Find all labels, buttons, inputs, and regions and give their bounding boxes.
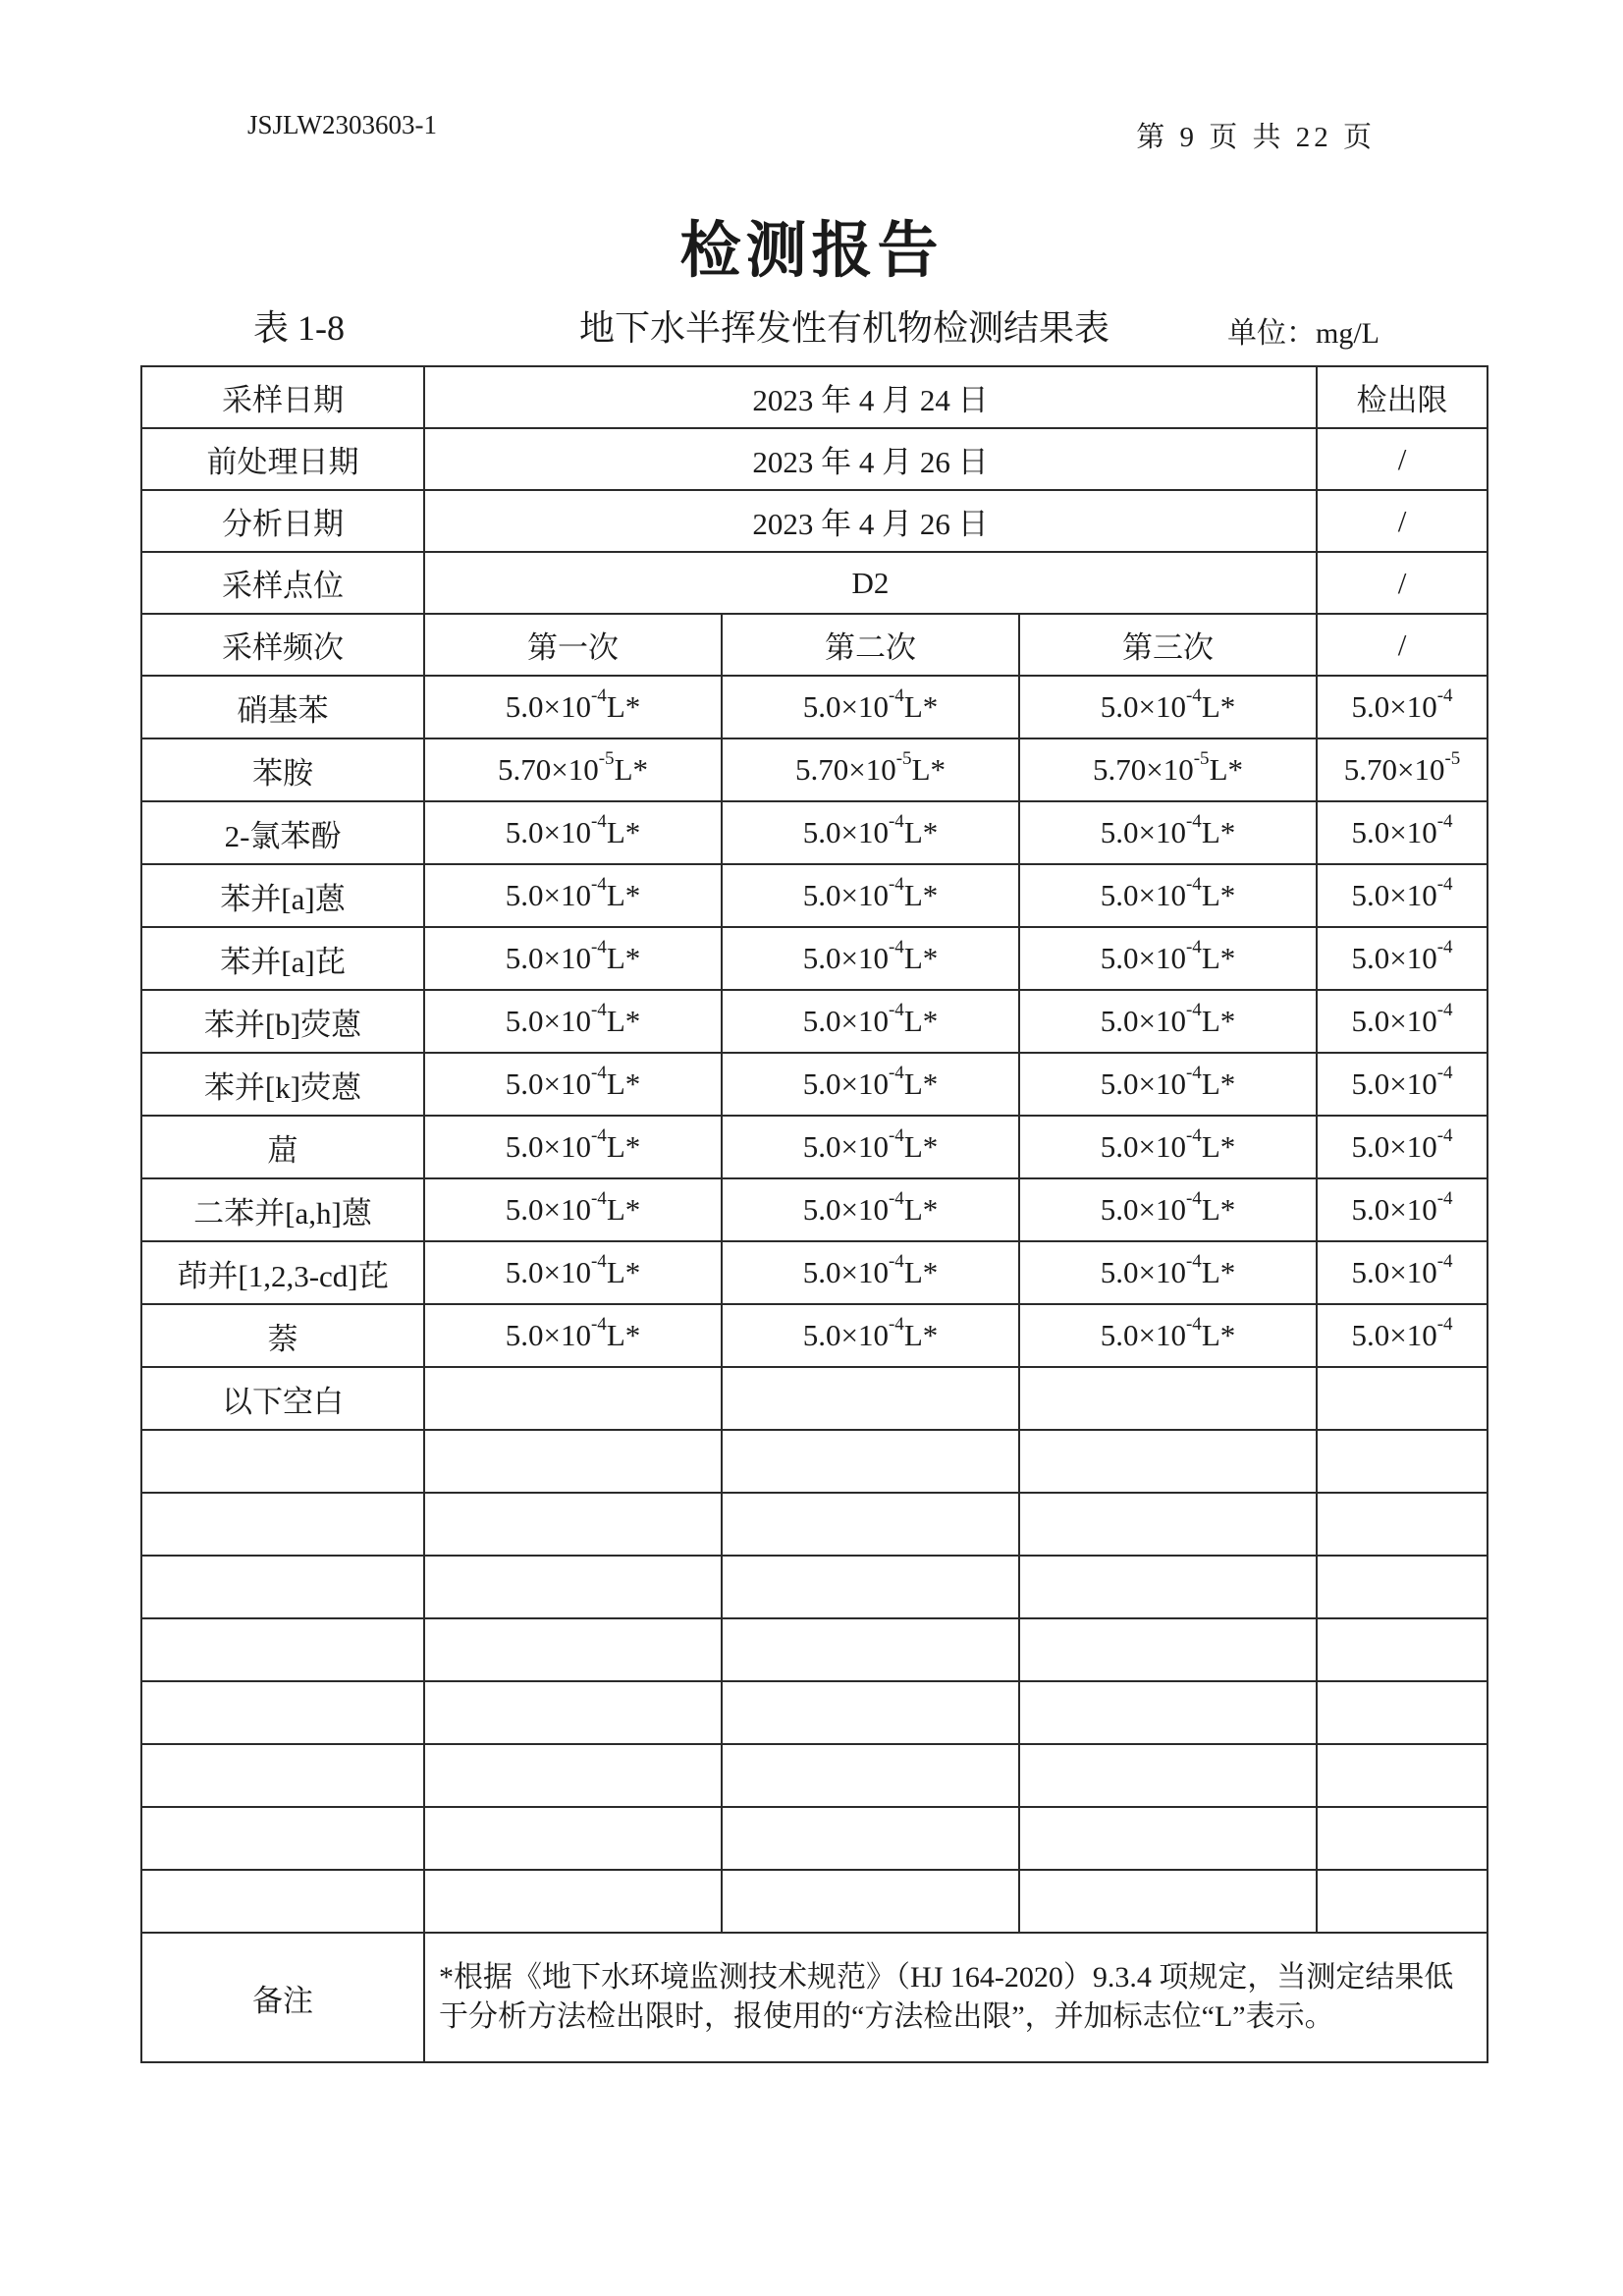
info-label: 采样日期 (141, 366, 424, 428)
blank-cell (141, 1744, 424, 1807)
compound-name: 苯并[k]荧蒽 (141, 1053, 424, 1116)
value-exponent: -4 (1185, 1000, 1202, 1020)
value-mantissa: 5.0×10 (802, 1129, 889, 1164)
frequency-row (141, 614, 1488, 676)
blank-cell (1019, 1681, 1317, 1744)
blank-cell (424, 1744, 722, 1807)
info-value: 2023 年 4 月 24 日 (424, 366, 1317, 428)
table-number: 表 1-8 (253, 308, 345, 348)
result-value (424, 738, 722, 801)
result-value (722, 1178, 1019, 1241)
value-flag: L* (1201, 689, 1236, 724)
info-value: D2 (424, 552, 1317, 614)
result-value (722, 1053, 1019, 1116)
info-row (141, 366, 1488, 428)
value-exponent: -4 (590, 1125, 607, 1146)
info-label: 采样点位 (141, 552, 424, 614)
blank-row (141, 1556, 1488, 1618)
value-flag: L* (1201, 1004, 1236, 1038)
table-title: 地下水半挥发性有机物检测结果表 (579, 308, 1110, 348)
blank-cell (424, 1556, 722, 1618)
value-mantissa: 5.0×10 (505, 1255, 591, 1289)
result-row (141, 1116, 1488, 1178)
value-mantissa: 5.0×10 (505, 1066, 591, 1101)
info-row (141, 428, 1488, 490)
value-mantissa: 5.0×10 (802, 1318, 889, 1352)
value-exponent: -4 (888, 685, 904, 706)
value-exponent: -4 (590, 685, 607, 706)
value-flag: L* (903, 1004, 939, 1038)
frequency-col: 第二次 (722, 614, 1019, 676)
value-exponent: -4 (590, 874, 607, 895)
value-exponent: -4 (590, 1251, 607, 1272)
value-exponent: -5 (895, 748, 912, 769)
value-mantissa: 5.0×10 (802, 878, 889, 912)
value-mantissa: 5.0×10 (505, 1192, 591, 1227)
value-flag: L* (903, 1129, 939, 1164)
blank-cell (722, 1618, 1019, 1681)
result-row (141, 738, 1488, 801)
blank-row (141, 1367, 1488, 1430)
value-exponent: -5 (1444, 748, 1461, 769)
blank-cell (424, 1367, 722, 1430)
value-flag: L* (1201, 815, 1236, 849)
result-value (722, 1304, 1019, 1367)
blank-cell (1317, 1618, 1488, 1681)
blank-cell (1019, 1618, 1317, 1681)
value-mantissa: 5.0×10 (505, 1318, 591, 1352)
results-table (140, 365, 1488, 2063)
value-flag: L* (1201, 1192, 1236, 1227)
value-mantissa: 5.0×10 (1351, 941, 1437, 975)
result-value (1019, 801, 1317, 864)
frequency-col: 第三次 (1019, 614, 1317, 676)
value-mantissa: 5.0×10 (1351, 1066, 1437, 1101)
result-row (141, 1053, 1488, 1116)
detection-limit (1317, 801, 1488, 864)
blank-cell (722, 1430, 1019, 1493)
info-limit: 检出限 (1317, 366, 1488, 428)
value-mantissa: 5.0×10 (505, 815, 591, 849)
value-flag: L* (606, 815, 641, 849)
result-value (424, 927, 722, 990)
result-row (141, 801, 1488, 864)
blank-cell (722, 1870, 1019, 1933)
value-exponent: -4 (1436, 1188, 1453, 1209)
document-id: JSJLW2303603-1 (247, 110, 437, 139)
blank-cell (722, 1807, 1019, 1870)
value-exponent: -4 (888, 1000, 904, 1020)
value-mantissa: 5.0×10 (802, 689, 889, 724)
blank-cell (722, 1744, 1019, 1807)
detection-limit (1317, 676, 1488, 738)
value-flag: L* (606, 1129, 641, 1164)
blank-cell (424, 1681, 722, 1744)
value-mantissa: 5.0×10 (1100, 1318, 1186, 1352)
detection-limit (1317, 738, 1488, 801)
value-exponent: -4 (1436, 1314, 1453, 1335)
blank-row (141, 1870, 1488, 1933)
detection-limit (1317, 927, 1488, 990)
detection-limit (1317, 1178, 1488, 1241)
value-exponent: -4 (1185, 1188, 1202, 1209)
blank-row (141, 1681, 1488, 1744)
value-exponent: -4 (888, 1125, 904, 1146)
detection-limit (1317, 1116, 1488, 1178)
frequency-limit: / (1317, 614, 1488, 676)
detection-limit (1317, 990, 1488, 1053)
value-exponent: -4 (1436, 1251, 1453, 1272)
result-value (722, 1241, 1019, 1304)
value-exponent: -4 (1436, 685, 1453, 706)
value-exponent: -4 (888, 811, 904, 832)
value-flag: L* (903, 1255, 939, 1289)
value-flag: L* (606, 1255, 641, 1289)
value-exponent: -4 (888, 874, 904, 895)
blank-cell: 以下空白 (141, 1367, 424, 1430)
blank-row (141, 1493, 1488, 1556)
compound-name: 苯并[a]蒽 (141, 864, 424, 927)
value-mantissa: 5.0×10 (802, 1255, 889, 1289)
value-mantissa: 5.0×10 (802, 1066, 889, 1101)
result-value (1019, 676, 1317, 738)
value-flag: L* (903, 689, 939, 724)
value-exponent: -4 (1185, 1125, 1202, 1146)
blank-cell (1317, 1367, 1488, 1430)
blank-row (141, 1807, 1488, 1870)
value-flag: L* (1201, 1255, 1236, 1289)
result-row (141, 990, 1488, 1053)
result-value (722, 801, 1019, 864)
blank-cell (141, 1430, 424, 1493)
result-value (1019, 1178, 1317, 1241)
result-row (141, 1304, 1488, 1367)
value-exponent: -4 (1185, 1251, 1202, 1272)
result-value (722, 927, 1019, 990)
blank-cell (424, 1807, 722, 1870)
blank-cell (722, 1556, 1019, 1618)
blank-cell (1317, 1493, 1488, 1556)
value-flag: L* (606, 941, 641, 975)
blank-row (141, 1430, 1488, 1493)
blank-cell (1317, 1744, 1488, 1807)
value-flag: L* (1201, 1129, 1236, 1164)
value-mantissa: 5.0×10 (1351, 1255, 1437, 1289)
blank-row (141, 1618, 1488, 1681)
value-exponent: -4 (590, 1314, 607, 1335)
value-flag: L* (606, 1004, 641, 1038)
compound-name: 苯并[a]芘 (141, 927, 424, 990)
info-limit: / (1317, 490, 1488, 552)
value-exponent: -4 (1436, 1125, 1453, 1146)
result-row (141, 864, 1488, 927)
blank-cell (1317, 1870, 1488, 1933)
value-mantissa: 5.0×10 (1351, 1318, 1437, 1352)
result-value (424, 1241, 722, 1304)
info-label: 分析日期 (141, 490, 424, 552)
compound-name: 苯胺 (141, 738, 424, 801)
compound-name: 茚并[1,2,3-cd]芘 (141, 1241, 424, 1304)
blank-cell (1317, 1430, 1488, 1493)
value-flag: L* (903, 1066, 939, 1101)
page-number: 第 9 页 共 22 页 (1136, 122, 1376, 153)
value-exponent: -4 (1185, 811, 1202, 832)
value-exponent: -4 (888, 1063, 904, 1083)
value-exponent: -4 (590, 1000, 607, 1020)
info-row (141, 490, 1488, 552)
value-exponent: -5 (598, 748, 615, 769)
value-mantissa: 5.70×10 (1343, 752, 1445, 787)
value-mantissa: 5.70×10 (1093, 752, 1194, 787)
compound-name: 二苯并[a,h]蒽 (141, 1178, 424, 1241)
value-exponent: -4 (590, 937, 607, 957)
detection-limit (1317, 1053, 1488, 1116)
value-flag: L* (903, 878, 939, 912)
info-value: 2023 年 4 月 26 日 (424, 428, 1317, 490)
value-flag: L* (606, 878, 641, 912)
blank-cell (722, 1681, 1019, 1744)
value-mantissa: 5.0×10 (1100, 941, 1186, 975)
value-mantissa: 5.0×10 (802, 1192, 889, 1227)
value-flag: L* (903, 815, 939, 849)
detection-limit (1317, 864, 1488, 927)
blank-cell (1317, 1681, 1488, 1744)
frequency-col: 第一次 (424, 614, 722, 676)
result-value (424, 864, 722, 927)
info-limit: / (1317, 428, 1488, 490)
value-exponent: -4 (888, 1251, 904, 1272)
value-exponent: -4 (1436, 1063, 1453, 1083)
value-exponent: -4 (590, 1063, 607, 1083)
compound-name: 2-氯苯酚 (141, 801, 424, 864)
result-row (141, 927, 1488, 990)
remark-text: *根据《地下水环境监测技术规范》（HJ 164-2020）9.3.4 项规定，当测定结果低于分析方法检出限时，报使用的“方法检出限”，并加标志位“L”表示。 (424, 1933, 1488, 2062)
value-flag: L* (1201, 1066, 1236, 1101)
info-limit: / (1317, 552, 1488, 614)
value-mantissa: 5.0×10 (1100, 1129, 1186, 1164)
value-exponent: -4 (1436, 1000, 1453, 1020)
result-row (141, 1178, 1488, 1241)
blank-cell (1019, 1870, 1317, 1933)
value-mantissa: 5.0×10 (505, 878, 591, 912)
value-flag: L* (614, 752, 648, 787)
value-exponent: -4 (888, 1188, 904, 1209)
blank-cell (1019, 1744, 1317, 1807)
value-exponent: -4 (1185, 1314, 1202, 1335)
remark-row (141, 1933, 1488, 2062)
value-mantissa: 5.0×10 (1100, 689, 1186, 724)
info-label: 前处理日期 (141, 428, 424, 490)
value-mantissa: 5.0×10 (1100, 815, 1186, 849)
value-mantissa: 5.0×10 (1351, 1192, 1437, 1227)
value-mantissa: 5.0×10 (1100, 878, 1186, 912)
value-exponent: -4 (1185, 874, 1202, 895)
value-flag: L* (903, 941, 939, 975)
value-flag: L* (606, 1066, 641, 1101)
value-mantissa: 5.0×10 (802, 815, 889, 849)
detection-limit (1317, 1304, 1488, 1367)
unit-label: 单位：mg/L (1227, 317, 1380, 350)
result-value (424, 676, 722, 738)
result-row (141, 1241, 1488, 1304)
blank-cell (722, 1367, 1019, 1430)
compound-name: 䓛 (141, 1116, 424, 1178)
value-mantissa: 5.0×10 (505, 941, 591, 975)
result-value (1019, 927, 1317, 990)
result-value (1019, 1304, 1317, 1367)
report-title: 检测报告 (679, 218, 944, 285)
result-row (141, 676, 1488, 738)
blank-cell (141, 1807, 424, 1870)
compound-name: 萘 (141, 1304, 424, 1367)
value-flag: L* (606, 1192, 641, 1227)
value-mantissa: 5.0×10 (1351, 878, 1437, 912)
result-value (424, 990, 722, 1053)
result-value (1019, 864, 1317, 927)
value-exponent: -4 (888, 937, 904, 957)
blank-cell (1317, 1556, 1488, 1618)
info-row (141, 552, 1488, 614)
result-value (424, 1053, 722, 1116)
value-flag: L* (1201, 1318, 1236, 1352)
value-flag: L* (1201, 941, 1236, 975)
value-mantissa: 5.70×10 (498, 752, 599, 787)
result-value (722, 738, 1019, 801)
result-value (424, 1304, 722, 1367)
blank-row (141, 1744, 1488, 1807)
value-exponent: -4 (1436, 937, 1453, 957)
value-mantissa: 5.0×10 (1100, 1004, 1186, 1038)
value-exponent: -4 (1185, 1063, 1202, 1083)
result-value (1019, 738, 1317, 801)
blank-cell (424, 1870, 722, 1933)
value-flag: L* (606, 689, 641, 724)
blank-cell (1019, 1367, 1317, 1430)
result-value (424, 1116, 722, 1178)
value-mantissa: 5.70×10 (795, 752, 896, 787)
result-value (424, 1178, 722, 1241)
blank-cell (1019, 1430, 1317, 1493)
value-exponent: -4 (590, 811, 607, 832)
info-value: 2023 年 4 月 26 日 (424, 490, 1317, 552)
value-exponent: -4 (590, 1188, 607, 1209)
detection-limit (1317, 1241, 1488, 1304)
value-mantissa: 5.0×10 (1351, 1129, 1437, 1164)
blank-cell (424, 1430, 722, 1493)
result-value (722, 864, 1019, 927)
result-value (424, 801, 722, 864)
blank-cell (1019, 1493, 1317, 1556)
value-mantissa: 5.0×10 (802, 941, 889, 975)
value-flag: L* (903, 1192, 939, 1227)
result-value (722, 1116, 1019, 1178)
result-value (1019, 1116, 1317, 1178)
value-mantissa: 5.0×10 (505, 689, 591, 724)
value-mantissa: 5.0×10 (1351, 815, 1437, 849)
value-flag: L* (911, 752, 946, 787)
compound-name: 硝基苯 (141, 676, 424, 738)
blank-cell (141, 1493, 424, 1556)
result-value (1019, 990, 1317, 1053)
value-mantissa: 5.0×10 (1351, 1004, 1437, 1038)
value-exponent: -4 (1185, 937, 1202, 957)
value-exponent: -4 (1436, 874, 1453, 895)
result-value (1019, 1241, 1317, 1304)
value-exponent: -4 (1436, 811, 1453, 832)
result-value (722, 676, 1019, 738)
value-mantissa: 5.0×10 (1100, 1066, 1186, 1101)
value-mantissa: 5.0×10 (1351, 689, 1437, 724)
result-value (1019, 1053, 1317, 1116)
blank-cell (1019, 1807, 1317, 1870)
value-exponent: -4 (1185, 685, 1202, 706)
blank-cell (141, 1556, 424, 1618)
frequency-label: 采样频次 (141, 614, 424, 676)
result-value (722, 990, 1019, 1053)
compound-name: 苯并[b]荧蒽 (141, 990, 424, 1053)
value-exponent: -5 (1193, 748, 1210, 769)
blank-cell (141, 1870, 424, 1933)
value-exponent: -4 (888, 1314, 904, 1335)
blank-cell (424, 1493, 722, 1556)
value-mantissa: 5.0×10 (505, 1129, 591, 1164)
value-flag: L* (903, 1318, 939, 1352)
value-flag: L* (606, 1318, 641, 1352)
value-mantissa: 5.0×10 (505, 1004, 591, 1038)
value-mantissa: 5.0×10 (1100, 1255, 1186, 1289)
blank-cell (1317, 1807, 1488, 1870)
value-mantissa: 5.0×10 (802, 1004, 889, 1038)
blank-cell (141, 1681, 424, 1744)
value-mantissa: 5.0×10 (1100, 1192, 1186, 1227)
value-flag: L* (1209, 752, 1243, 787)
blank-cell (722, 1493, 1019, 1556)
blank-cell (1019, 1556, 1317, 1618)
value-flag: L* (1201, 878, 1236, 912)
blank-cell (141, 1618, 424, 1681)
blank-cell (424, 1618, 722, 1681)
remark-label: 备注 (141, 1933, 424, 2062)
